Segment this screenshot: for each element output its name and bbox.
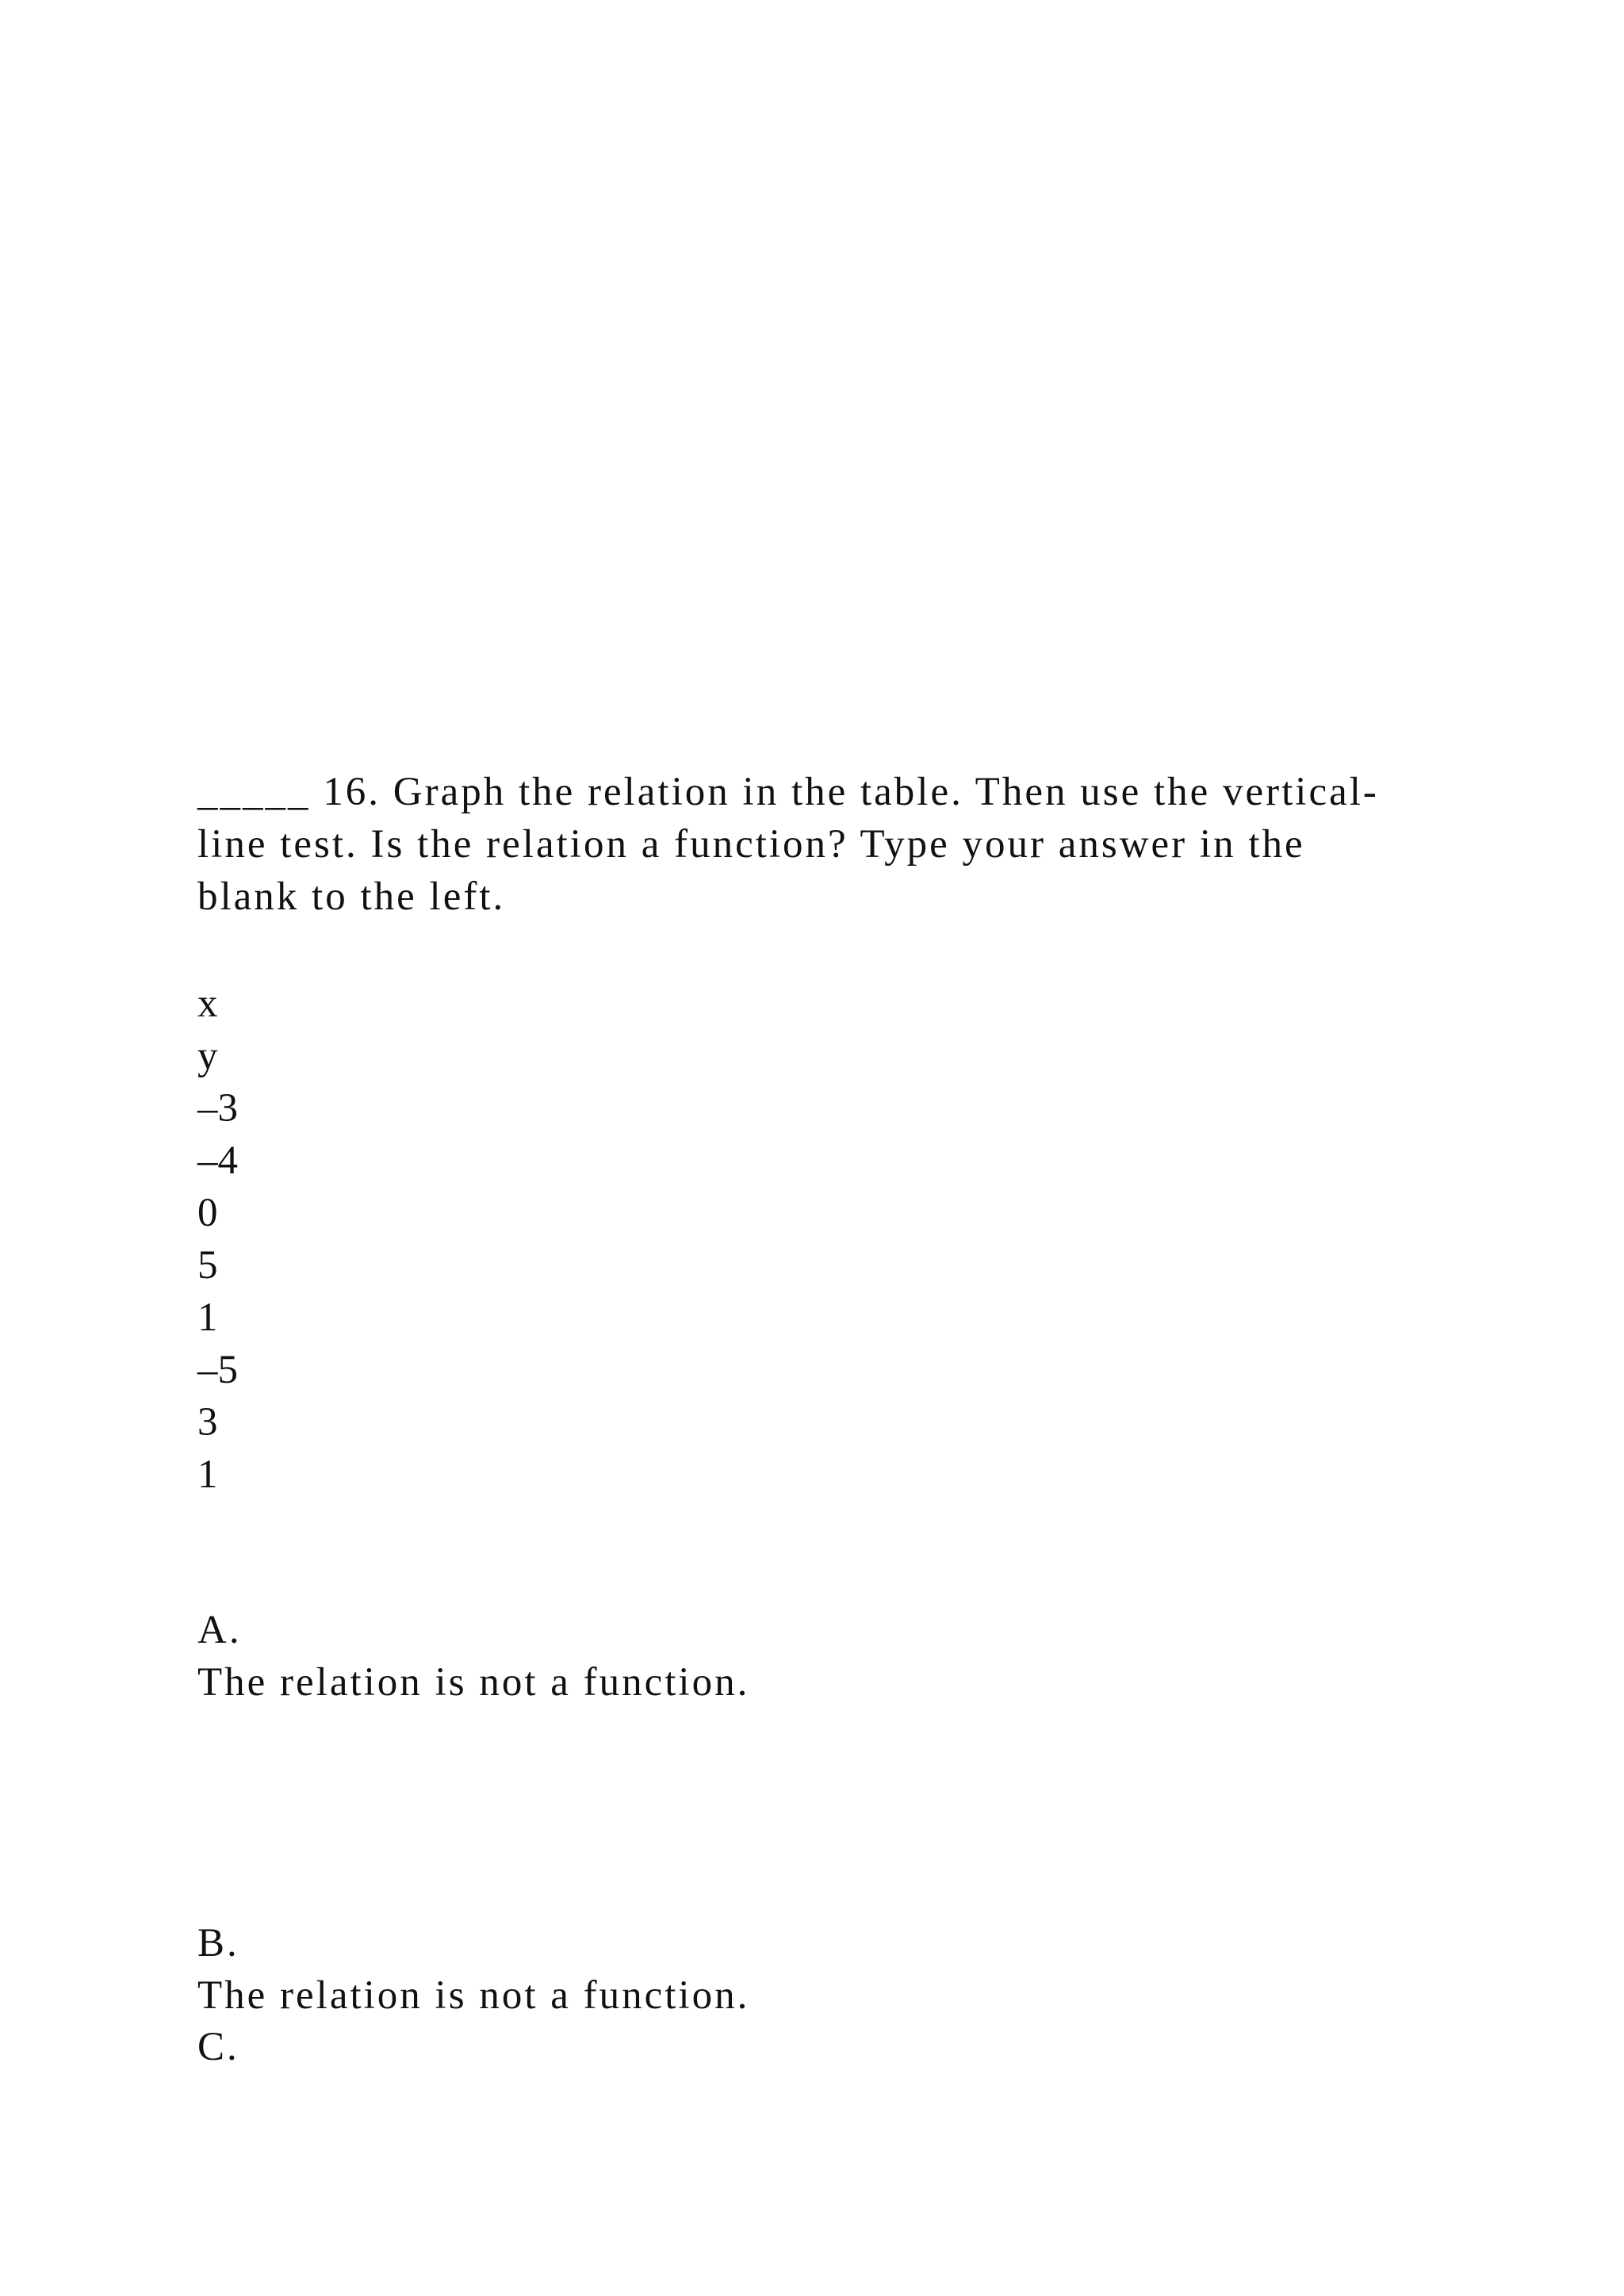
question-16 [197,766,1450,923]
table-cell: –3 [197,1086,238,1131]
option-letter: A. [197,1608,242,1652]
option-letter: C. [197,2025,239,2069]
table-cell: 5 [197,1243,218,1288]
option-text: The relation is not a function. [197,1660,750,1705]
table-cell: 0 [197,1191,218,1235]
table-cell: 3 [197,1400,218,1445]
answer-option-b [197,1917,749,2022]
question-line: line test. Is the relation a function? Type your answer in the [197,822,1305,867]
table-header-x: x [197,982,218,1026]
table-cell: –5 [197,1348,238,1392]
question-line: _____ 16. Graph the relation in the table. Then use the vertical- [197,770,1379,814]
option-text: The relation is not a function. [197,1973,750,2018]
table-cell: –4 [197,1138,238,1183]
table-cell: 1 [197,1295,218,1340]
answer-option-a [197,1604,749,1709]
table-cell: 1 [197,1452,218,1497]
answer-option-c [197,2021,239,2073]
question-line: blank to the left. [197,874,506,919]
table-header-y: y [197,1034,218,1078]
option-letter: B. [197,1921,239,1965]
relation-table [197,978,238,1501]
